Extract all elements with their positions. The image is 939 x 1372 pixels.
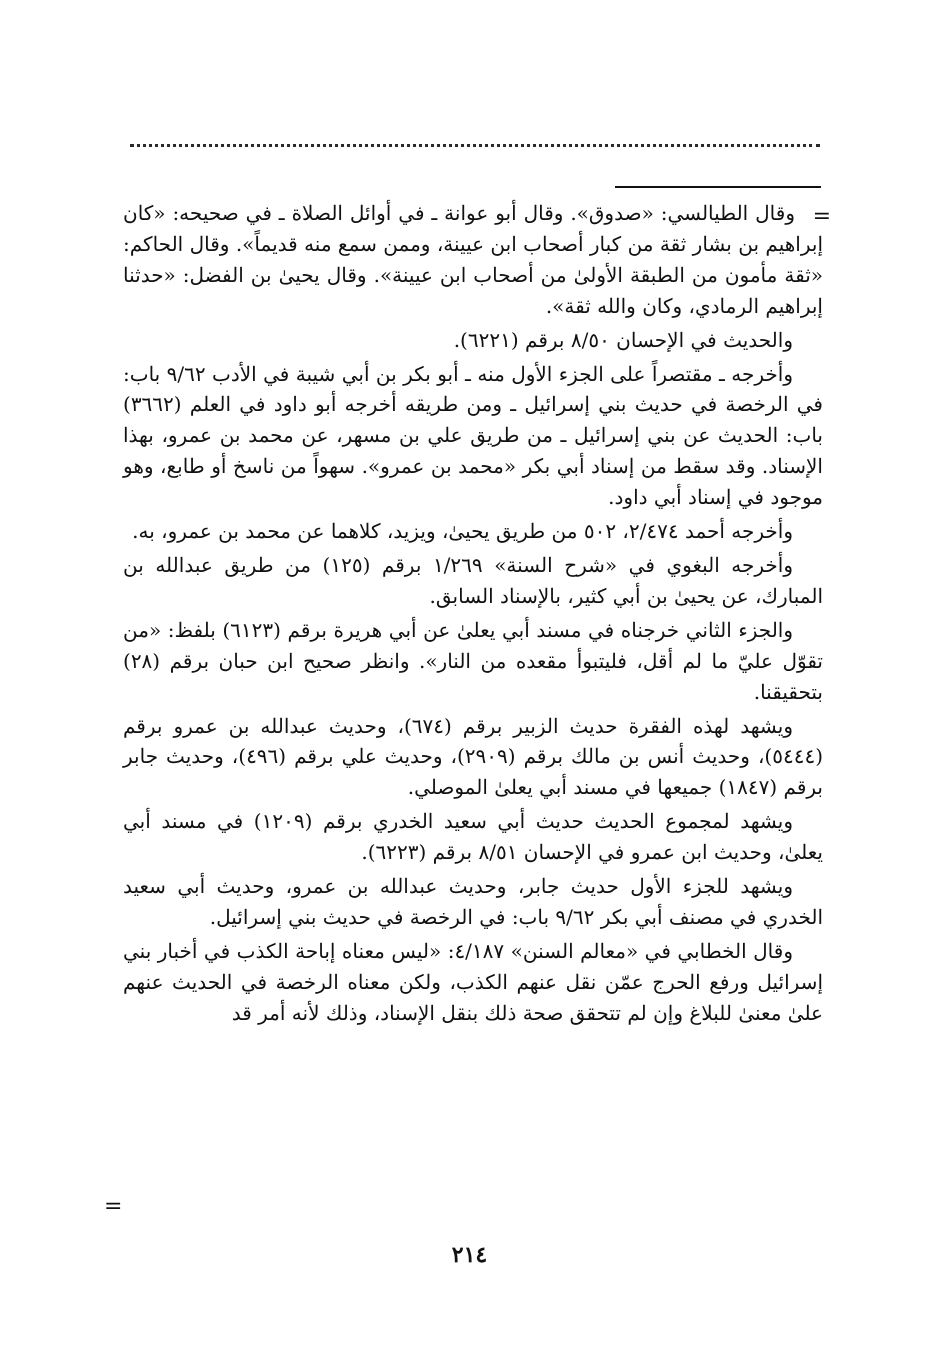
paragraph-2: والحديث في الإحسان ٨/٥٠ برقم (٦٢٢١).: [453, 327, 793, 352]
dotted-separator: [130, 144, 820, 147]
footnote-body: [123, 198, 823, 1032]
paragraph-3: وأخرجه ـ مقتصراً على الجزء الأول منه ـ أبو بكر بن أبي شيبة في الأدب ٩/٦٢ باب: في الرخصة في حديث بني إسرائيل ـ ومن طريقه أخرجه أبو داود في العلم (٣٦٦٢) باب: الحديث عن بني إسرائيل ـ من طريق علي بن مسهر، عن محمد بن عمرو، بهذا الإسناد. وقد سقط من إسناد أبي بكر «محمد بن عمرو». سهواً من ناسخ أو طابع، وهو موجود في إسناد أبي داود.: [123, 361, 823, 510]
page-number: ٢١٤: [451, 1242, 488, 1268]
continuation-mark-end: =: [104, 1194, 123, 1219]
paragraph-1: وقال الطيالسي: «صدوق». وقال أبو عوانة ـ في أوائل الصلاة ـ في صحيحه: «كان إبراهيم بن بشار ثقة من كبار أصحاب ابن عيينة، وممن سمع منه قديماً». وقال الحاكم: «ثقة مأمون من الطبقة الأولىٰ من أصحاب ابن عيينة». وقال يحيىٰ بن الفضل: «حدثنا إبراهيم الرمادي، وكان والله ثقة».: [123, 201, 823, 318]
paragraph-4: وأخرجه أحمد ٢/٤٧٤، ٥٠٢ من طريق يحيىٰ، ويزيد، كلاهما عن محمد بن عمرو، به.: [132, 519, 793, 544]
footnote-rule: [615, 186, 821, 188]
paragraph-6: والجزء الثاني خرجناه في مسند أبي يعلىٰ عن أبي هريرة برقم (٦١٢٣) بلفظ: «من تقوّل عليّ ما لم أقل، فليتبوأ مقعده من النار». وانظر صحيح ابن حبان برقم (٢٨) بتحقيقنا.: [123, 617, 823, 704]
paragraph-10: وقال الخطابي في «معالم السنن» ٤/١٨٧: «ليس معناه إباحة الكذب في أخبار بني إسرائيل ورفع الحرج عمّن نقل عنهم الكذب، ولكن معناه الرخصة في الحديث عنهم علىٰ معنىٰ للبلاغ وإن لم تتحقق صحة ذلك بنقل الإسناد، وذلك لأنه أمر قد: [123, 938, 823, 1025]
paragraph-9: ويشهد للجزء الأول حديث جابر، وحديث عبدالله بن عمرو، وحديث أبي سعيد الخدري في مصنف أبي بكر ٩/٦٢ باب: في الرخصة في حديث بني إسرائيل.: [123, 874, 823, 929]
paragraph-8: ويشهد لمجموع الحديث حديث أبي سعيد الخدري برقم (١٢٠٩) في مسند أبي يعلىٰ، وحديث ابن عمرو في الإحسان ٨/٥١ برقم (٦٢٢٣).: [123, 809, 823, 865]
paragraph-7: ويشهد لهذه الفقرة حديث الزبير برقم (٦٧٤)، وحديث عبدالله بن عمرو برقم (٥٤٤٤)، وحديث أنس بن مالك برقم (٢٩٠٩)، وحديث علي برقم (٤٩٦)، وحديث جابر برقم (١٨٤٧) جميعها في مسند أبي يعلىٰ الموصلي.: [123, 713, 823, 800]
paragraph-5: وأخرجه البغوي في «شرح السنة» ١/٢٦٩ برقم (١٢٥) من طريق عبدالله بن المبارك، عن يحيىٰ بن أبي كثير، بالإسناد السابق.: [123, 552, 823, 608]
continuation-mark-start: =: [812, 204, 831, 229]
